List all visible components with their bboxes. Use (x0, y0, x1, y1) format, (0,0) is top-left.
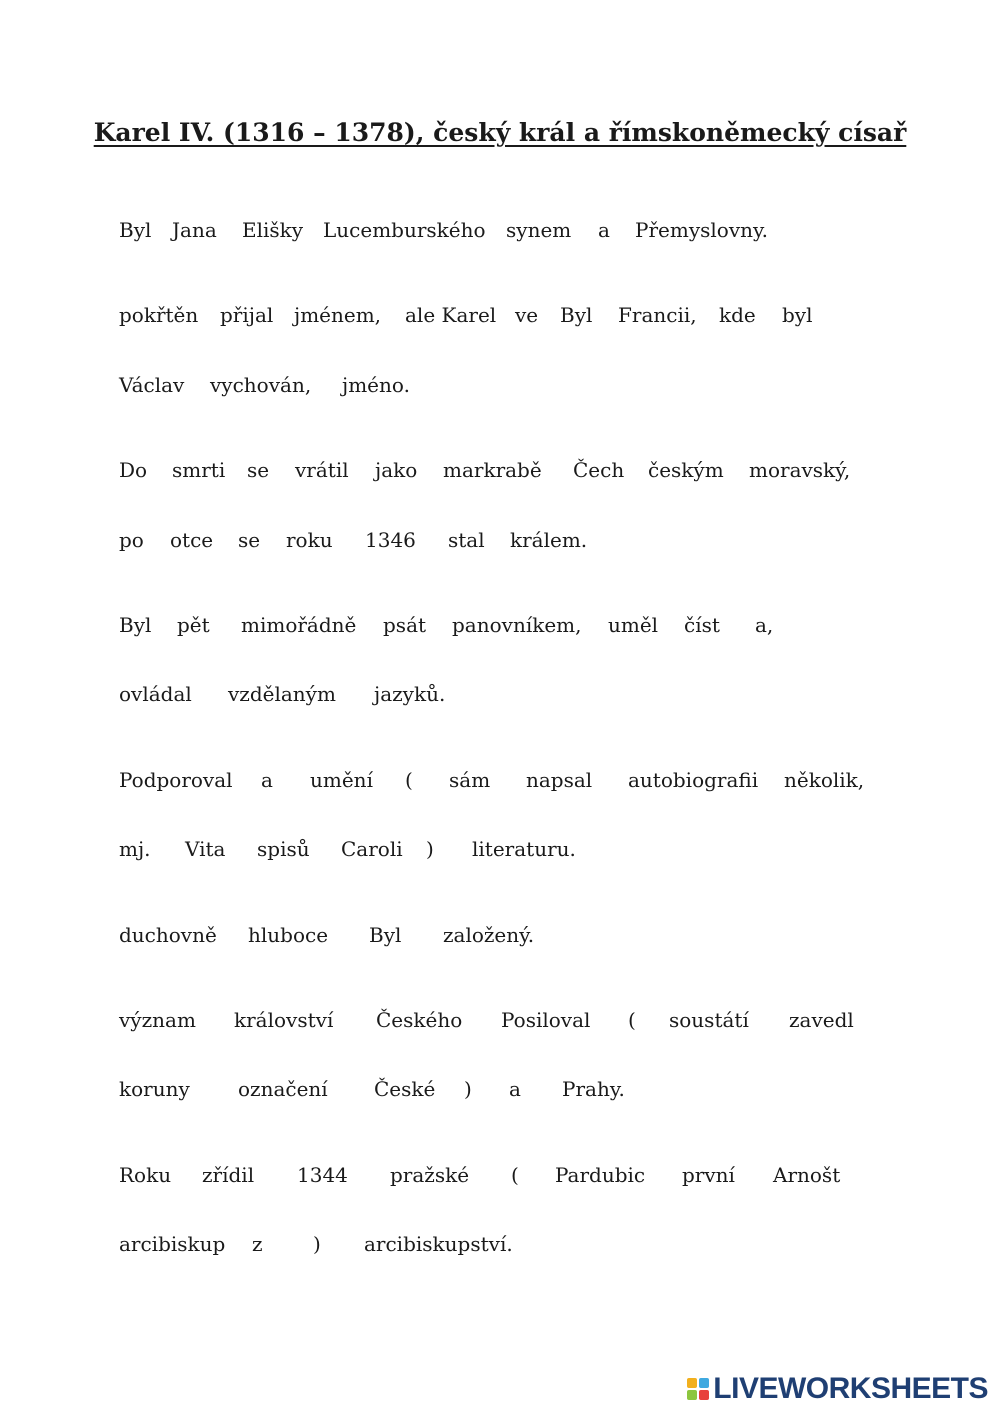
word-token[interactable]: Byl (119, 613, 152, 637)
word-token[interactable]: 1344 (297, 1163, 348, 1187)
word-token[interactable]: se (238, 528, 261, 552)
word-token[interactable]: zřídil (202, 1163, 255, 1187)
word-token[interactable]: Českého (376, 1008, 463, 1032)
word-token[interactable]: Jana (172, 218, 217, 242)
text-line (0, 920, 1000, 950)
text-line (0, 1005, 1000, 1035)
word-token[interactable]: synem (506, 218, 572, 242)
text-line (0, 455, 1000, 485)
word-token[interactable]: zavedl (789, 1008, 854, 1032)
word-token[interactable]: po (119, 528, 144, 552)
word-token[interactable]: sám (449, 768, 491, 792)
word-token[interactable]: přijal (220, 303, 274, 327)
word-token[interactable]: panovníkem, (452, 613, 582, 637)
word-token[interactable]: otce (170, 528, 214, 552)
word-token[interactable]: vychován, (210, 373, 312, 397)
word-token[interactable]: Byl (369, 923, 402, 947)
word-token[interactable]: autobiografii (628, 768, 759, 792)
word-token[interactable]: Francii, (618, 303, 697, 327)
word-token[interactable]: arcibiskupství. (364, 1232, 513, 1256)
word-token[interactable]: napsal (526, 768, 593, 792)
word-token[interactable]: Pardubic (555, 1163, 646, 1187)
word-token[interactable]: a (261, 768, 273, 792)
word-token[interactable]: Posiloval (501, 1008, 591, 1032)
word-token[interactable]: Arnošt (773, 1163, 841, 1187)
logo-mark-square (699, 1390, 709, 1400)
logo-text: LIVEWORKSHEETS (713, 1372, 988, 1405)
word-token[interactable]: mj. (119, 837, 151, 861)
word-token[interactable]: číst (684, 613, 720, 637)
word-token[interactable]: jazyků. (374, 682, 446, 706)
text-line (0, 610, 1000, 640)
word-token[interactable]: koruny (119, 1077, 190, 1101)
word-token[interactable]: Roku (119, 1163, 172, 1187)
text-line (0, 300, 1000, 330)
text-line (0, 1074, 1000, 1104)
word-token[interactable]: pražské (390, 1163, 470, 1187)
word-token[interactable]: ( (511, 1163, 519, 1187)
liveworksheets-logo (687, 1372, 988, 1406)
word-token[interactable]: Byl (560, 303, 593, 327)
word-token[interactable]: roku (286, 528, 333, 552)
word-token[interactable]: arcibiskup (119, 1232, 226, 1256)
word-token[interactable]: se (247, 458, 270, 482)
text-line (0, 370, 1000, 400)
word-token[interactable]: a (598, 218, 610, 242)
word-token[interactable]: jménem, (294, 303, 382, 327)
word-token[interactable]: jméno. (342, 373, 410, 397)
word-token[interactable]: smrti (172, 458, 226, 482)
word-token[interactable]: ) (426, 837, 434, 861)
text-line (0, 1229, 1000, 1259)
word-token[interactable]: spisů (257, 837, 310, 861)
word-token[interactable]: mimořádně (241, 613, 357, 637)
word-token[interactable]: byl (782, 303, 813, 327)
word-token[interactable]: Do (119, 458, 148, 482)
word-token[interactable]: psát (383, 613, 427, 637)
word-token[interactable]: Václav (119, 373, 185, 397)
word-token[interactable]: království (234, 1008, 334, 1032)
word-token[interactable]: stal (448, 528, 485, 552)
word-token[interactable]: soustátí (669, 1008, 749, 1032)
word-token[interactable]: Podporoval (119, 768, 233, 792)
word-token[interactable]: duchovně (119, 923, 217, 947)
word-token[interactable]: Prahy. (562, 1077, 625, 1101)
word-token[interactable]: markrabě (443, 458, 542, 482)
word-token[interactable]: Elišky (242, 218, 304, 242)
word-token[interactable]: ale Karel (405, 303, 497, 327)
logo-mark-icon (687, 1378, 709, 1400)
text-line (0, 679, 1000, 709)
word-token[interactable]: ) (313, 1232, 321, 1256)
word-token[interactable]: králem. (510, 528, 588, 552)
word-token[interactable]: ( (405, 768, 413, 792)
text-line (0, 765, 1000, 795)
word-token[interactable]: ) (464, 1077, 472, 1101)
word-token[interactable]: Přemyslovny. (635, 218, 768, 242)
logo-mark-square (699, 1378, 709, 1388)
text-line (0, 834, 1000, 864)
logo-mark-square (687, 1390, 697, 1400)
word-token[interactable]: Vita (185, 837, 226, 861)
word-token[interactable]: pokřtěn (119, 303, 199, 327)
word-token[interactable]: z (252, 1232, 263, 1256)
word-token[interactable]: Lucemburského (323, 218, 486, 242)
word-token[interactable]: první (682, 1163, 735, 1187)
word-token[interactable]: založený. (443, 923, 535, 947)
word-token[interactable]: českým (648, 458, 724, 482)
text-line (0, 525, 1000, 555)
word-token[interactable]: význam (119, 1008, 196, 1032)
word-token[interactable]: Byl (119, 218, 152, 242)
word-token[interactable]: a, (755, 613, 774, 637)
word-token[interactable]: kde (719, 303, 756, 327)
word-token[interactable]: Caroli (341, 837, 403, 861)
word-token[interactable]: vzdělaným (228, 682, 336, 706)
text-line (0, 215, 1000, 245)
word-token[interactable]: 1346 (365, 528, 416, 552)
word-token[interactable]: ve (515, 303, 539, 327)
word-token[interactable]: a (509, 1077, 521, 1101)
word-token[interactable]: hluboce (248, 923, 329, 947)
logo-mark-square (687, 1378, 697, 1388)
word-token[interactable]: uměl (608, 613, 659, 637)
word-token[interactable]: ( (628, 1008, 636, 1032)
word-token[interactable]: pět (177, 613, 210, 637)
word-token[interactable]: vrátil (295, 458, 349, 482)
word-token[interactable]: České (374, 1077, 436, 1101)
worksheet-title: Karel IV. (1316 – 1378), český král a římskoněmecký císař (93, 118, 907, 147)
word-token[interactable]: umění (310, 768, 373, 792)
text-line (0, 1160, 1000, 1190)
word-token[interactable]: moravský, (749, 458, 851, 482)
word-token[interactable]: Čech (573, 458, 625, 482)
word-token[interactable]: literaturu. (472, 837, 576, 861)
word-token[interactable]: jako (375, 458, 418, 482)
word-token[interactable]: označení (238, 1077, 328, 1101)
word-token[interactable]: několik, (784, 768, 865, 792)
word-token[interactable]: ovládal (119, 682, 192, 706)
